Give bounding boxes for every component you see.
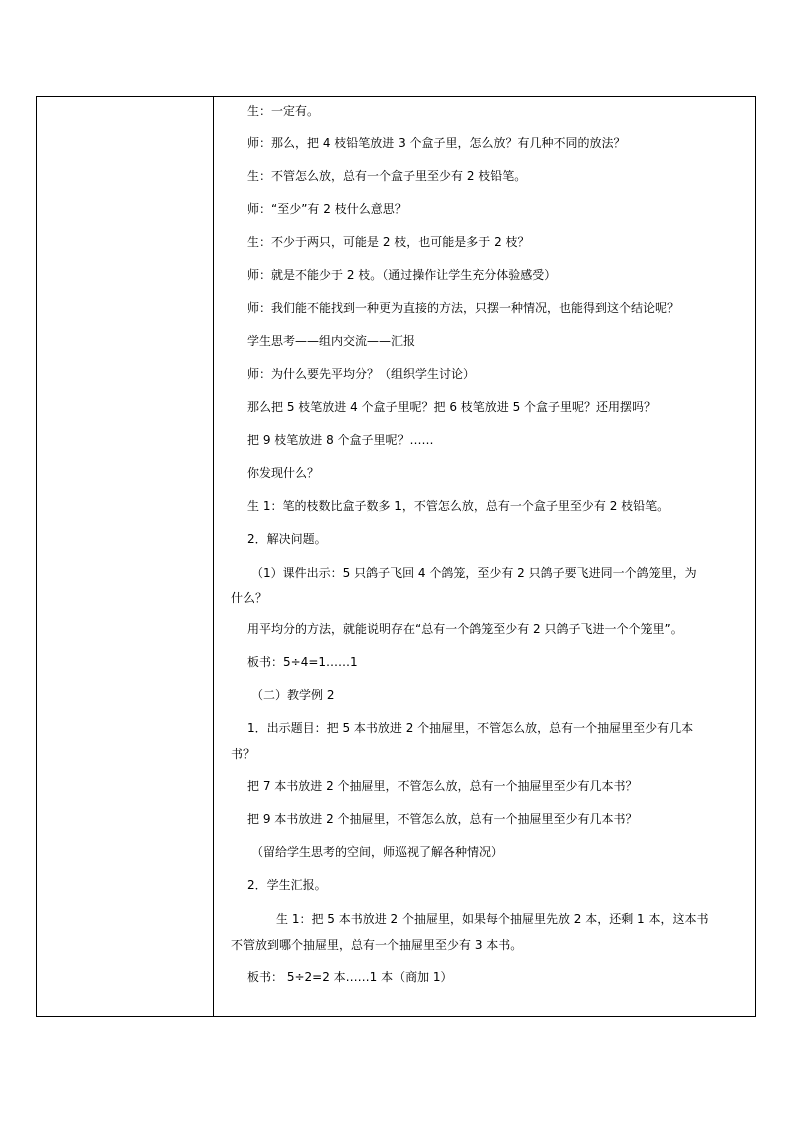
text-line: 师：我们能不能找到一种更为直接的方法，只摆一种情况，也能得到这个结论呢？ [247,301,680,315]
text-line: 把 9 本书放进 2 个抽屉里，不管怎么放，总有一个抽屉里至少有几本书？ [247,812,638,826]
text-line: 学生思考——组内交流——汇报 [247,334,416,348]
text-line: 2．解决问题。 [247,532,327,546]
text-line: 板书：5÷4=1……1 [247,655,358,669]
text-line: 师：“至少”有 2 枝什么意思？ [247,202,407,216]
text-line: 把 7 本书放进 2 个抽屉里，不管怎么放，总有一个抽屉里至少有几本书？ [247,779,638,793]
right-column-cell [214,97,755,1016]
text-line: 生：不少于两只，可能是 2 枝，也可能是多于 2 枝？ [247,235,530,249]
text-line: 板书： 5÷2=2 本……1 本（商加 1） [247,970,453,984]
text-line: 2．学生汇报。 [247,878,327,892]
text-line: 生：不管怎么放，总有一个盒子里至少有 2 枝铅笔。 [247,169,527,183]
text-line: 那么把 5 枝笔放进 4 个盒子里呢？把 6 枝笔放进 5 个盒子里呢？还用摆吗？ [247,400,657,414]
lesson-table [36,96,756,1017]
text-line: 用平均分的方法，就能说明存在“总有一个鸽笼至少有 2 只鸽子飞进一个个笼里”。 [247,622,683,636]
text-line: 书？ [231,747,256,761]
text-line: 什么？ [231,591,268,605]
text-line: 师：为什么要先平均分？（组织学生讨论） [247,367,476,381]
text-line: （二）教学例 2 [251,688,335,702]
text-line: 生：一定有。 [247,104,320,118]
text-line: 1．出示题目：把 5 本书放进 2 个抽屉里，不管怎么放，总有一个抽屉里至少有几本 [247,721,694,735]
text-line: （留给学生思考的空间，师巡视了解各种情况） [251,845,504,859]
left-column-cell [37,97,213,1016]
text-line: 你发现什么？ [247,466,320,480]
text-line: 把 9 枝笔放进 8 个盒子里呢？…… [247,433,434,447]
text-line: 师：就是不能少于 2 枝。（通过操作让学生充分体验感受） [247,268,557,282]
text-line: 不管放到哪个抽屉里，总有一个抽屉里至少有 3 本书。 [231,938,523,952]
text-line: 生 1：笔的枝数比盒子数多 1，不管怎么放，总有一个盒子里至少有 2 枝铅笔。 [247,499,670,513]
text-line: 师：那么，把 4 枝铅笔放进 3 个盒子里，怎么放？有几种不同的放法？ [247,136,626,150]
text-line: （1）课件出示：5 只鸽子飞回 4 个鸽笼，至少有 2 只鸽子要飞进同一个鸽笼里，为 [251,566,697,580]
text-line: 生 1：把 5 本书放进 2 个抽屉里，如果每个抽屉里先放 2 本，还剩 1 本，这本书 [276,912,709,926]
